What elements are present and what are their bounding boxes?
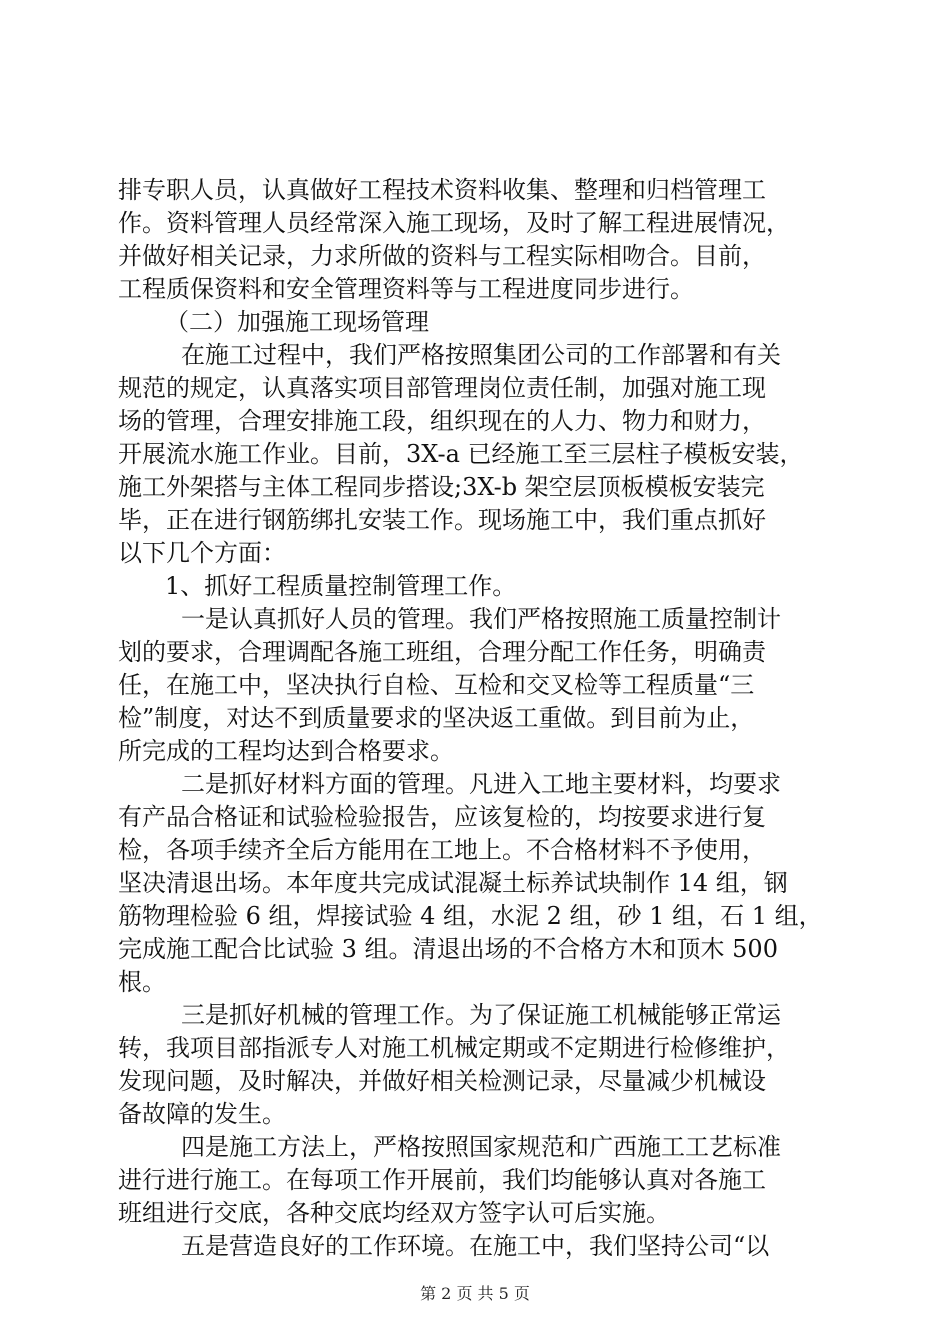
text-line: 四是施工方法上，严格按照国家规范和广西施工工艺标准 xyxy=(181,1133,781,1161)
text-line: 坚决清退出场。本年度共完成试混凝土标养试块制作 14 组，钢 xyxy=(118,869,788,897)
text-line: 一是认真抓好人员的管理。我们严格按照施工质量控制计 xyxy=(181,605,781,633)
text-line: 三是抓好机械的管理工作。为了保证施工机械能够正常运 xyxy=(181,1001,781,1029)
text-line: 工程质保资料和安全管理资料等与工程进度同步进行。 xyxy=(118,275,694,303)
text-line: 二是抓好材料方面的管理。凡进入工地主要材料，均要求 xyxy=(181,770,781,798)
page-footer xyxy=(0,1282,950,1306)
text-line: 并做好相关记录，力求所做的资料与工程实际相吻合。目前， xyxy=(118,242,766,270)
text-line: 规范的规定，认真落实项目部管理岗位责任制，加强对施工现 xyxy=(118,374,766,402)
text-line: 发现问题，及时解决，并做好相关检测记录，尽量减少机械设 xyxy=(118,1067,766,1095)
text-line: 开展流水施工作业。目前，3X-a 已经施工至三层柱子模板安装， xyxy=(118,440,804,468)
text-line: 筋物理检验 6 组，焊接试验 4 组，水泥 2 组，砂 1 组，石 1 组， xyxy=(118,902,823,930)
text-line: 备故障的发生。 xyxy=(118,1100,286,1128)
text-line: 以下几个方面： xyxy=(118,539,286,567)
text-line: 五是营造良好的工作环境。在施工中，我们坚持公司“以 xyxy=(181,1232,770,1260)
section-heading: （二）加强施工现场管理 xyxy=(165,308,429,336)
text-line: 毕，正在进行钢筋绑扎安装工作。现场施工中，我们重点抓好 xyxy=(118,506,766,534)
text-line: 在施工过程中，我们严格按照集团公司的工作部署和有关 xyxy=(181,341,781,369)
text-line: 有产品合格证和试验检验报告，应该复检的，均按要求进行复 xyxy=(118,803,766,831)
text-line: 施工外架搭与主体工程同步搭设;3X-b 架空层顶板模板安装完 xyxy=(118,473,765,501)
text-line: 班组进行交底，各种交底均经双方签字认可后实施。 xyxy=(118,1199,670,1227)
text-line: 根。 xyxy=(118,968,166,996)
text-line: 进行进行施工。在每项工作开展前，我们均能够认真对各施工 xyxy=(118,1166,766,1194)
text-line: 场的管理，合理安排施工段，组织现在的人力、物力和财力， xyxy=(118,407,766,435)
page-number: 第 2 页 共 5 页 xyxy=(420,1284,530,1303)
text-line: 所完成的工程均达到合格要求。 xyxy=(118,737,454,765)
text-line: 检”制度，对达不到质量要求的坚决返工重做。到目前为止， xyxy=(118,704,755,732)
text-line: 作。资料管理人员经常深入施工现场，及时了解工程进展情况， xyxy=(118,209,790,237)
text-line: 转，我项目部指派专人对施工机械定期或不定期进行检修维护， xyxy=(118,1034,790,1062)
text-line: 划的要求，合理调配各施工班组，合理分配工作任务，明确责 xyxy=(118,638,766,666)
subsection-heading: 1、抓好工程质量控制管理工作。 xyxy=(165,572,517,600)
text-line: 排专职人员，认真做好工程技术资料收集、整理和归档管理工 xyxy=(118,176,766,204)
text-line: 检，各项手续齐全后方能用在工地上。不合格材料不予使用， xyxy=(118,836,766,864)
text-line: 完成施工配合比试验 3 组。清退出场的不合格方木和顶木 500 xyxy=(118,935,778,963)
text-line: 任，在施工中，坚决执行自检、互检和交叉检等工程质量“三 xyxy=(118,671,755,699)
